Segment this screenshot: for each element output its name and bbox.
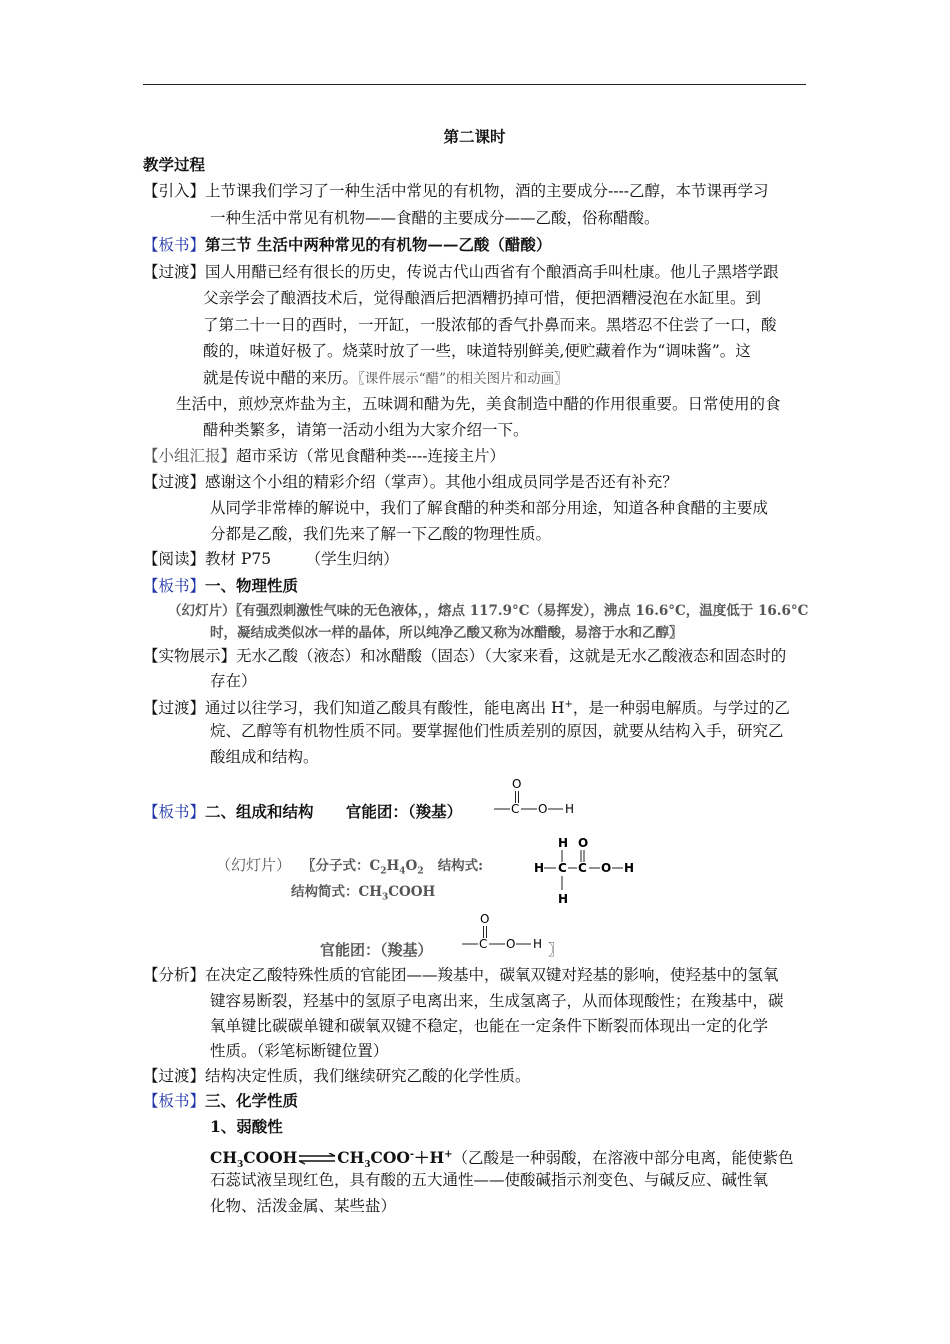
- atom-h: H: [565, 802, 575, 816]
- slide-1-line-2: 时，凝结成类似冰一样的晶体，所以纯净乙酸又称为冰醋酸，易溶于水和乙醇〗: [210, 625, 683, 641]
- transition-1-line-5: [203, 365, 568, 392]
- tag-board-4: 【板书】: [143, 1092, 206, 1110]
- transition-2-line-2: 从同学非常棒的解说中，我们了解食醋的种类和部分用途，知道各种食醋的主要成: [210, 499, 769, 517]
- atom-h: H: [558, 836, 569, 850]
- equation-rhs: $CH_3COO^-+H^+$: [337, 1148, 453, 1171]
- reading-text: 教材 P75 （学生归纳）: [205, 550, 399, 568]
- tag-transition-2: 【过渡】: [143, 473, 206, 491]
- transition-3-line-3: 酸组成和结构。: [210, 748, 319, 766]
- atom-h: H: [533, 937, 543, 951]
- atom-c: C: [558, 861, 567, 875]
- carboxyl-structure-1: [490, 775, 590, 823]
- board-line-2: [143, 573, 298, 599]
- atom-o: O: [506, 937, 516, 951]
- transition-3-line-2: 烷、乙醇等有机物性质不同。要掌握他们性质差别的原因，就要从结构入手，研究乙: [210, 722, 784, 740]
- tag-demo: 【实物展示】: [143, 647, 237, 665]
- tag-transition-4: 【过渡】: [143, 1067, 206, 1085]
- header-rule: [143, 84, 806, 85]
- transition-1-text-1: 国人用醋已经有很长的历史，传说古代山西省有个酿酒高手叫杜康。他儿子黑塔学跟: [205, 263, 779, 281]
- transition-2-line-1: [143, 469, 678, 495]
- analysis-line-2: 键容易断裂，羟基中的氢原子电离出来，生成氢离子，从而体现酸性；在羧基中，碳: [210, 992, 784, 1010]
- superscript-plus: +: [564, 699, 573, 710]
- superscript-minus: -: [409, 1149, 414, 1160]
- analysis-line-3: 氧单键比碳碳单键和碳氧双键不稳定，也能在一定条件下断裂而体现出一定的化学: [210, 1017, 769, 1035]
- tag-reading: 【阅读】: [143, 550, 206, 568]
- tag-intro: 【引入】: [143, 182, 206, 200]
- section-heading: 教学过程: [143, 155, 206, 174]
- slide-2-simple-line: [291, 879, 435, 911]
- equation-plus-h: ＋H: [414, 1148, 445, 1168]
- board-text-4: 三、化学性质: [205, 1091, 299, 1110]
- atom-c: C: [578, 861, 587, 875]
- molecular-formula: $C_2H_4O_2$: [369, 858, 424, 877]
- transition-1-line-3: 了第二十一日的酉时，一开缸，一股浓郁的香气扑鼻而来。黑塔忍不住尝了一口，酸: [203, 316, 777, 334]
- simple-formula: $CH_3COOH$: [358, 884, 436, 903]
- group-report-text: 超市采访（常见食醋种类----连接主片）: [236, 447, 505, 465]
- board-line-3: [143, 799, 462, 825]
- intro-line-2: 一种生活中常见有机物——食醋的主要成分——乙酸，俗称醋酸。: [210, 209, 660, 227]
- formula-label: 〖分子式：: [302, 858, 370, 874]
- analysis-line-1: [143, 962, 779, 988]
- slide-2-group-label: 官能团：（羧基）: [320, 941, 433, 959]
- tag-board-3: 【板书】: [143, 803, 206, 821]
- atom-h: H: [534, 861, 545, 875]
- weak-acid-heading: 1、弱酸性: [210, 1117, 283, 1136]
- tag-board-2: 【板书】: [143, 577, 206, 595]
- transition-1-line-4: 酸的，味道好极了。烧菜时放了一些，味道特别鲜美,便贮藏着作为“调味酱”。这: [203, 342, 751, 360]
- reversible-arrow-icon: [297, 1153, 337, 1165]
- demo-text-1: 无水乙酸（液态）和冰醋酸（固态）（大家来看，这就是无水乙酸液态和固态时的: [236, 647, 787, 665]
- tag-transition: 【过渡】: [143, 263, 206, 281]
- atom-h: H: [624, 861, 635, 875]
- tag-board: 【板书】: [143, 236, 206, 254]
- transition-1-line-6: 生活中，煎炒烹炸盐为主，五味调和醋为先，美食制造中醋的作用很重要。日常使用的食: [176, 395, 781, 413]
- board-text-2: 一、物理性质: [205, 576, 299, 595]
- board-text-3: 二、组成和结构 官能团：（羧基）: [205, 802, 463, 821]
- analysis-text-1: 在决定乙酸特殊性质的官能团——羧基中，碳氧双键对羟基的影响，使羟基中的氢氧: [205, 966, 779, 984]
- atom-o: O: [601, 861, 612, 875]
- transition-2-line-3: 分都是乙酸，我们先来了解一下乙酸的物理性质。: [210, 525, 552, 543]
- weak-acid-line-2: 石蕊试液呈现红色，具有酸的五大通性——使酸碱指示剂变色、与碱反应、碱性氧: [210, 1171, 769, 1189]
- structural-formula-label: 结构式:: [437, 858, 484, 874]
- simple-formula-label: 结构简式：: [291, 884, 359, 900]
- demo-line-1: [143, 643, 786, 669]
- demo-line-2: 存在）: [210, 672, 257, 690]
- tag-transition-3: 【过渡】: [143, 699, 206, 718]
- tag-analysis: 【分析】: [143, 966, 206, 984]
- slide-2-close-bracket: 〗: [548, 941, 564, 959]
- weak-acid-line-3: 化物、活泼金属、某些盐）: [210, 1197, 397, 1215]
- atom-c: C: [511, 802, 520, 816]
- board-line-4: [143, 1088, 298, 1114]
- atom-o: O: [578, 836, 589, 850]
- reading-line: [143, 546, 399, 572]
- atom-h: H: [558, 892, 569, 906]
- tag-group-report: 【小组汇报】: [143, 447, 237, 465]
- equation-lhs: $CH_3COOH$: [210, 1148, 298, 1171]
- transition-3-text-1b: ，是一种弱电解质。与学过的乙: [572, 699, 790, 718]
- page-title: 第二课时: [443, 127, 506, 146]
- transition-3-text-1a: 通过以往学习，我们知道乙酸具有酸性，能电离出 H: [205, 699, 565, 718]
- courseware-note: 〖课件展示“醋”的相关图片和动画〗: [358, 371, 568, 387]
- atom-o: O: [538, 802, 548, 816]
- analysis-line-4: 性质。（彩笔标断键位置）: [210, 1042, 389, 1060]
- transition-1-line-1: [143, 259, 779, 285]
- carboxyl-structure-2: [458, 910, 558, 956]
- weak-acid-text-1: （乙酸是一种弱酸，在溶液中部分电离，能使紫色: [452, 1149, 794, 1168]
- atom-o: O: [480, 912, 490, 926]
- atom-o: O: [512, 777, 522, 791]
- slide-2-prefix: （幻灯片）: [216, 856, 292, 874]
- board-text-1: 第三节 生活中两种常见的有机物——乙酸（醋酸）: [205, 235, 552, 254]
- transition-4-line: [143, 1063, 531, 1089]
- transition-4-text: 结构决定性质，我们继续研究乙酸的化学性质。: [205, 1067, 531, 1085]
- slide-1-line-1: （幻灯片）〖有强烈刺激性气味的无色液体，，熔点 117.9°C（易挥发），沸点 16.6°C，温度低于 16.6°C: [168, 603, 809, 619]
- superscript-plus-2: +: [444, 1149, 453, 1160]
- board-line-1: [143, 232, 551, 258]
- atom-c: C: [479, 937, 488, 951]
- intro-text-1: 上节课我们学习了一种生活中常见的有机物，酒的主要成分----乙醇，本节课再学习: [205, 182, 769, 200]
- transition-2-text-1: 感谢这个小组的精彩介绍（掌声）。其他小组成员同学是否还有补充？: [205, 473, 678, 491]
- acetic-acid-structural-formula: [528, 832, 648, 910]
- intro-line-1: [143, 178, 768, 204]
- transition-3-line-1: [143, 692, 790, 721]
- transition-1-line-2: 父亲学会了酿酒技术后，觉得酿酒后把酒糟扔掉可惜，便把酒糟浸泡在水缸里。到: [203, 289, 762, 307]
- transition-1-line-7: 醋种类繁多，请第一活动小组为大家介绍一下。: [203, 421, 529, 439]
- transition-1-text-5: 就是传说中醋的来历。: [203, 369, 359, 387]
- group-report-line: [143, 443, 505, 469]
